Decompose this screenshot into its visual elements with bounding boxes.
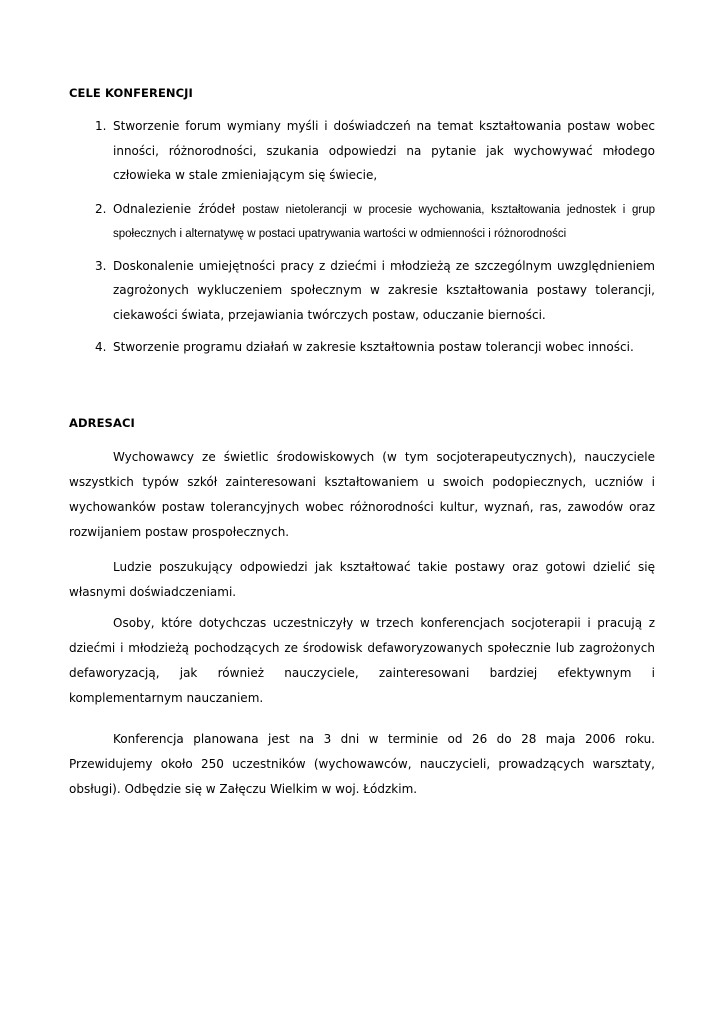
list-text-a: Odnalezienie źródeł <box>113 201 243 216</box>
adresaci-heading: ADRESACI <box>69 416 135 430</box>
list-number: 1. <box>95 119 107 133</box>
cele-heading: CELE KONFERENCJI <box>69 86 193 100</box>
adresaci-paragraph-2: Ludzie poszukujący odpowiedzi jak kształtować takie postawy oraz gotowi dzielić się własnymi doświadczeniami. <box>69 560 655 599</box>
list-number: 4. <box>95 340 107 354</box>
cele-list <box>95 114 655 360</box>
list-number: 2. <box>95 201 107 216</box>
konferencja-paragraph: Konferencja planowana jest na 3 dni w terminie od 26 do 28 maja 2006 roku. Przewidujemy około 250 uczestników (wychowawców, nauczycieli, prowadzących warsztaty, obsługi). Odbędzie się w Załęczu Wielkim w woj. Łódzkim. <box>69 732 655 796</box>
list-item <box>95 198 655 246</box>
list-number: 3. <box>95 258 107 273</box>
list-item <box>95 114 655 188</box>
adresaci-paragraph-1: Wychowawcy ze świetlic środowiskowych (w tym socjoterapeutycznych), nauczyciele wszystkich typów szkół zainteresowani kształtowaniem u swoich podopiecznych, uczniów i wychowanków postaw tolerancyjnych wobec różnorodności kultur, wyznań, ras, zawodów oraz rozwijaniem postaw prospołecznych. <box>69 450 655 539</box>
list-text: Stworzenie forum wymiany myśli i doświadczeń na temat kształtowania postaw wobec inności, różnorodności, szukania odpowiedzi na pytanie jak wychowywać młodego człowieka w stale zmieniającym się świecie, <box>113 119 655 182</box>
adresaci-paragraph-3: Osoby, które dotychczas uczestniczyły w trzech konferencjach socjoterapii i pracują z dziećmi i młodzieżą pochodzących ze środowisk defaworyzowanych społecznie lub zagrożonych defaworyzacją, jak również nauczyciele, zainteresowani bardziej efektywnym i komplementarnym nauczaniem. <box>69 616 655 705</box>
list-text: Doskonalenie umiejętności pracy z dziećmi i młodzieżą ze szczególnym uwzględnieniem zagrożonych wykluczeniem społecznym w zakresie kształtowania postawy tolerancji, ciekawości świata, przejawiania twórczych postaw, oduczanie bierności. <box>113 258 655 322</box>
list-item <box>95 254 655 328</box>
list-text: Stworzenie programu działań w zakresie kształtownia postaw tolerancji wobec inności. <box>113 340 634 354</box>
list-text-b: postaw nietolerancji w procesie wychowania, kształtowania jednostek i grup społecznych i alternatywę w postaci upatrywania wartości w odmienności i różnorodności <box>113 203 656 240</box>
list-item <box>95 335 655 360</box>
